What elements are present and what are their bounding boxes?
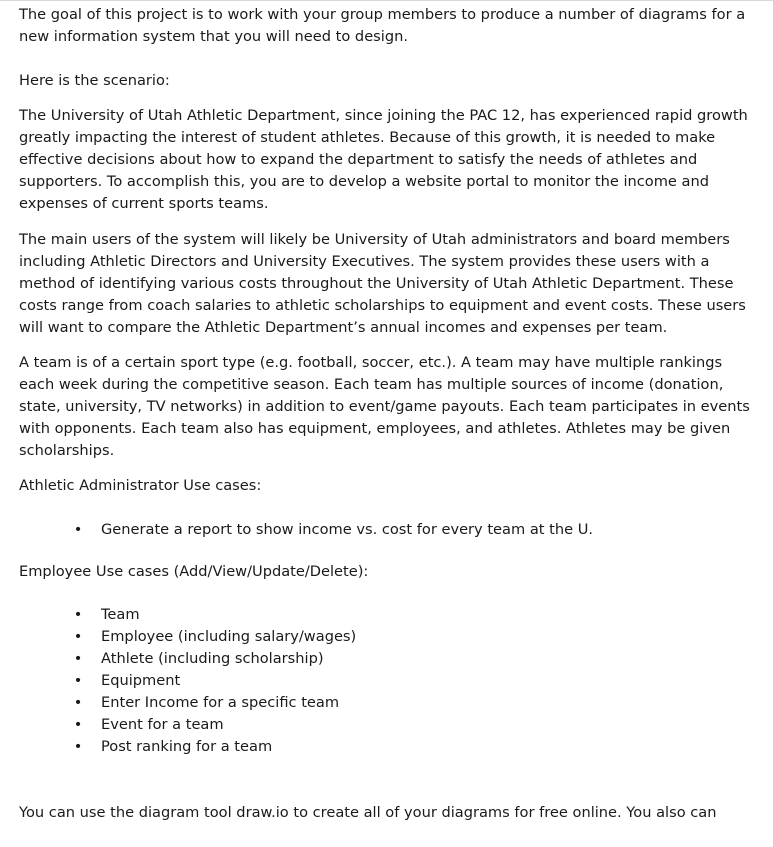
intro-paragraph: The goal of this project is to work with your group members to produce a number of diagrams for a new information system that you will need to design. [19, 6, 746, 45]
scenario-heading: Here is the scenario: [19, 72, 170, 89]
list-item-text: Enter Income for a specific team [101, 694, 340, 711]
list-item-text: Event for a team [101, 716, 224, 733]
employee-use-cases-list [19, 604, 759, 758]
document-page [19, 4, 759, 824]
bullet-icon: • [73, 716, 83, 733]
list-item-text: Equipment [101, 672, 181, 689]
scenario-paragraph-users: The main users of the system will likely be University of Utah administrators and board members including Athletic Directors and University Executives. The system provides these users with a method of identifying various costs throughout the University of Utah Athletic Department. These costs range from coach salaries to athletic scholarships to equipment and event costs. These users will want to compare the Athletic Department’s annual incomes and expenses per team. [19, 231, 746, 336]
scenario-paragraph-teams: A team is of a certain sport type (e.g. football, soccer, etc.). A team may have multiple rankings each week during the competitive season. Each team has multiple sources of income (donation, state, university, TV networks) in addition to event/game payouts. Each team participates in events with opponents. Each team also has equipment, employees, and athletes. Athletes may be given scholarships. [19, 354, 750, 459]
admin-use-cases-list [19, 519, 759, 541]
employee-use-cases-heading: Employee Use cases (Add/View/Update/Delete): [19, 563, 369, 580]
list-item-text: Post ranking for a team [101, 738, 273, 755]
bullet-icon: • [73, 672, 83, 689]
bullet-icon: • [73, 628, 83, 645]
list-item-text: Athlete (including scholarship) [101, 650, 324, 667]
list-item [19, 626, 759, 648]
list-item-text: Team [101, 606, 140, 623]
admin-use-cases-heading: Athletic Administrator Use cases: [19, 477, 262, 494]
list-item [19, 670, 759, 692]
scenario-paragraph-growth: The University of Utah Athletic Department, since joining the PAC 12, has experienced rapid growth greatly impacting the interest of student athletes. Because of this growth, it is needed to make effective decisions about how to expand the department to satisfy the needs of athletes and supporters. To accomplish this, you are to develop a website portal to monitor the income and expenses of current sports teams. [19, 107, 748, 212]
bullet-icon: • [73, 606, 83, 623]
page-top-border [0, 0, 773, 1]
list-item [19, 736, 759, 758]
list-item-text: Generate a report to show income vs. cost for every team at the U. [101, 521, 594, 538]
bullet-icon: • [73, 738, 83, 755]
list-item [19, 648, 759, 670]
tools-paragraph: You can use the diagram tool draw.io to create all of your diagrams for free online. You also can [19, 804, 717, 821]
bullet-icon: • [73, 521, 83, 538]
list-item-text: Employee (including salary/wages) [101, 628, 357, 645]
bullet-icon: • [73, 650, 83, 667]
list-item [19, 604, 759, 626]
list-item [19, 519, 759, 541]
list-item [19, 692, 759, 714]
list-item [19, 714, 759, 736]
bullet-icon: • [73, 694, 83, 711]
